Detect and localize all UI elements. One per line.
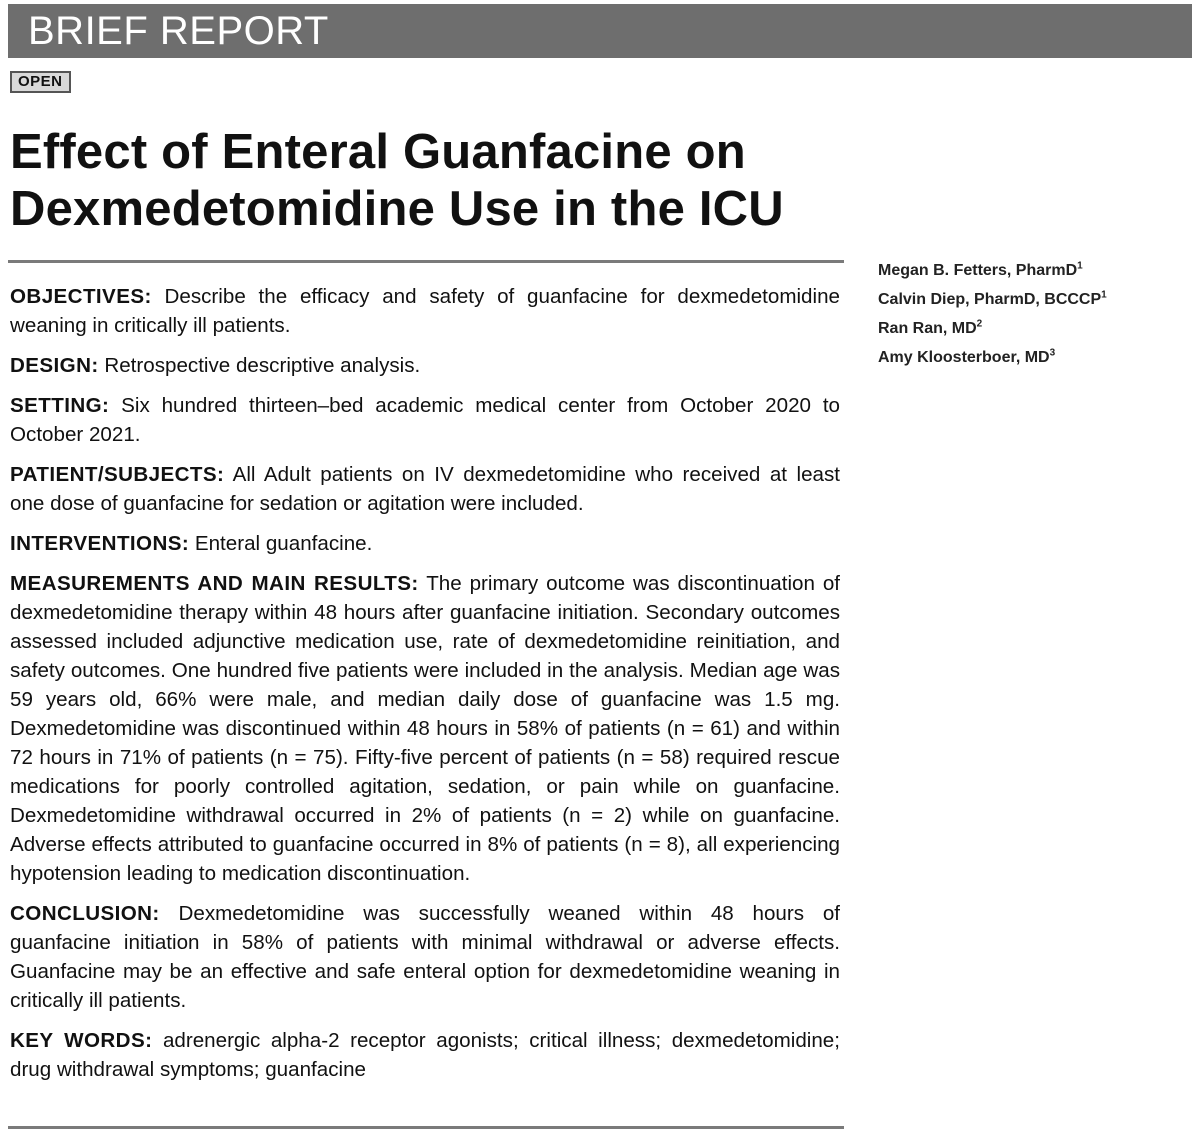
results-section (10, 569, 840, 888)
section-text: All Adult patients on IV dexmedetomidine who received at least one dose of guanfacine for sedation or agitation were included. (10, 463, 840, 515)
article-title: Effect of Enteral Guanfacine on Dexmedetomidine Use in the ICU (10, 125, 784, 236)
author-name: Amy Kloosterboer, MD (878, 349, 1050, 366)
section-label: KEY WORDS: (10, 1029, 153, 1052)
badge-label: OPEN (18, 73, 63, 90)
affiliation-mark: 1 (1101, 289, 1107, 301)
section-label: DESIGN: (10, 354, 99, 377)
section-text: Dexmedetomidine was successfully weaned within 48 hours of guanfacine initiation in 58% of patients with minimal withdrawal or adverse effects. Guanfacine may be an effective and safe enteral option for dexmedetomidine weaning in critically ill patients. (10, 902, 840, 1012)
affiliation-mark: 3 (1049, 347, 1056, 359)
author-name: Calvin Diep, PharmD, BCCCP (878, 291, 1102, 308)
author-item (878, 347, 1188, 368)
author-list (878, 260, 1188, 376)
author-item (878, 260, 1188, 281)
objectives-section (10, 282, 840, 340)
section-label: INTERVENTIONS: (10, 532, 190, 555)
author-item (878, 318, 1188, 339)
section-text: Enteral guanfacine. (189, 532, 373, 555)
section-banner (8, 4, 1192, 58)
author-name: Megan B. Fetters, PharmD (878, 262, 1078, 279)
patients-section (10, 460, 840, 518)
section-label: CONCLUSION: (10, 902, 160, 925)
section-label: PATIENT/SUBJECTS: (10, 463, 225, 486)
abstract (10, 282, 840, 1095)
section-text: Six hundred thirteen–bed academic medical center from October 2020 to October 2021. (10, 394, 840, 446)
setting-section (10, 391, 840, 449)
author-name: Ran Ran, MD (878, 320, 977, 337)
affiliation-mark: 1 (1077, 260, 1083, 272)
bottom-divider (8, 1126, 844, 1129)
keywords-section (10, 1026, 840, 1084)
section-label: SETTING: (10, 394, 110, 417)
affiliation-mark: 2 (976, 318, 983, 330)
banner-label: BRIEF REPORT (28, 9, 329, 53)
section-text: The primary outcome was discontinuation of dexmedetomidine therapy within 48 hours after guanfacine initiation. Secondary outcomes assessed included adjunctive medication use, rate of dexmedetomidine reinitiation, and safety outcomes. One hundred five patients were included in the analysis. Median age was 59 years old, 66% were male, and median daily dose of guanfacine was 1.5 mg. Dexmedetomidine was discontinued within 48 hours in 58% of patients (n = 61) and within 72 hours in 71% of patients (n = 75). Fifty-five percent of patients (n = 58) required rescue medications for poorly controlled agitation, sedation, or pain while on guanfacine. Dexmedetomidine withdrawal occurred in 2% of patients (n = 2) while on guanfacine. Adverse effects attributed to guanfacine occurred in 8% of patients (n = 8), all experiencing hypotension leading to medication discontinuation. (10, 572, 840, 885)
section-label: MEASUREMENTS AND MAIN RESULTS: (10, 572, 419, 595)
interventions-section (10, 529, 840, 558)
section-label: OBJECTIVES: (10, 285, 152, 308)
section-text: Describe the efficacy and safety of guanfacine for dexmedetomidine weaning in critically ill patients. (10, 285, 840, 337)
design-section (10, 351, 840, 380)
author-item (878, 289, 1188, 310)
conclusion-section (10, 899, 840, 1015)
section-text: Retrospective descriptive analysis. (98, 354, 421, 377)
section-text: adrenergic alpha-2 receptor agonists; critical illness; dexmedetomidine; drug withdrawal symptoms; guanfacine (10, 1029, 840, 1081)
top-divider (8, 260, 844, 263)
open-access-badge (10, 71, 71, 93)
